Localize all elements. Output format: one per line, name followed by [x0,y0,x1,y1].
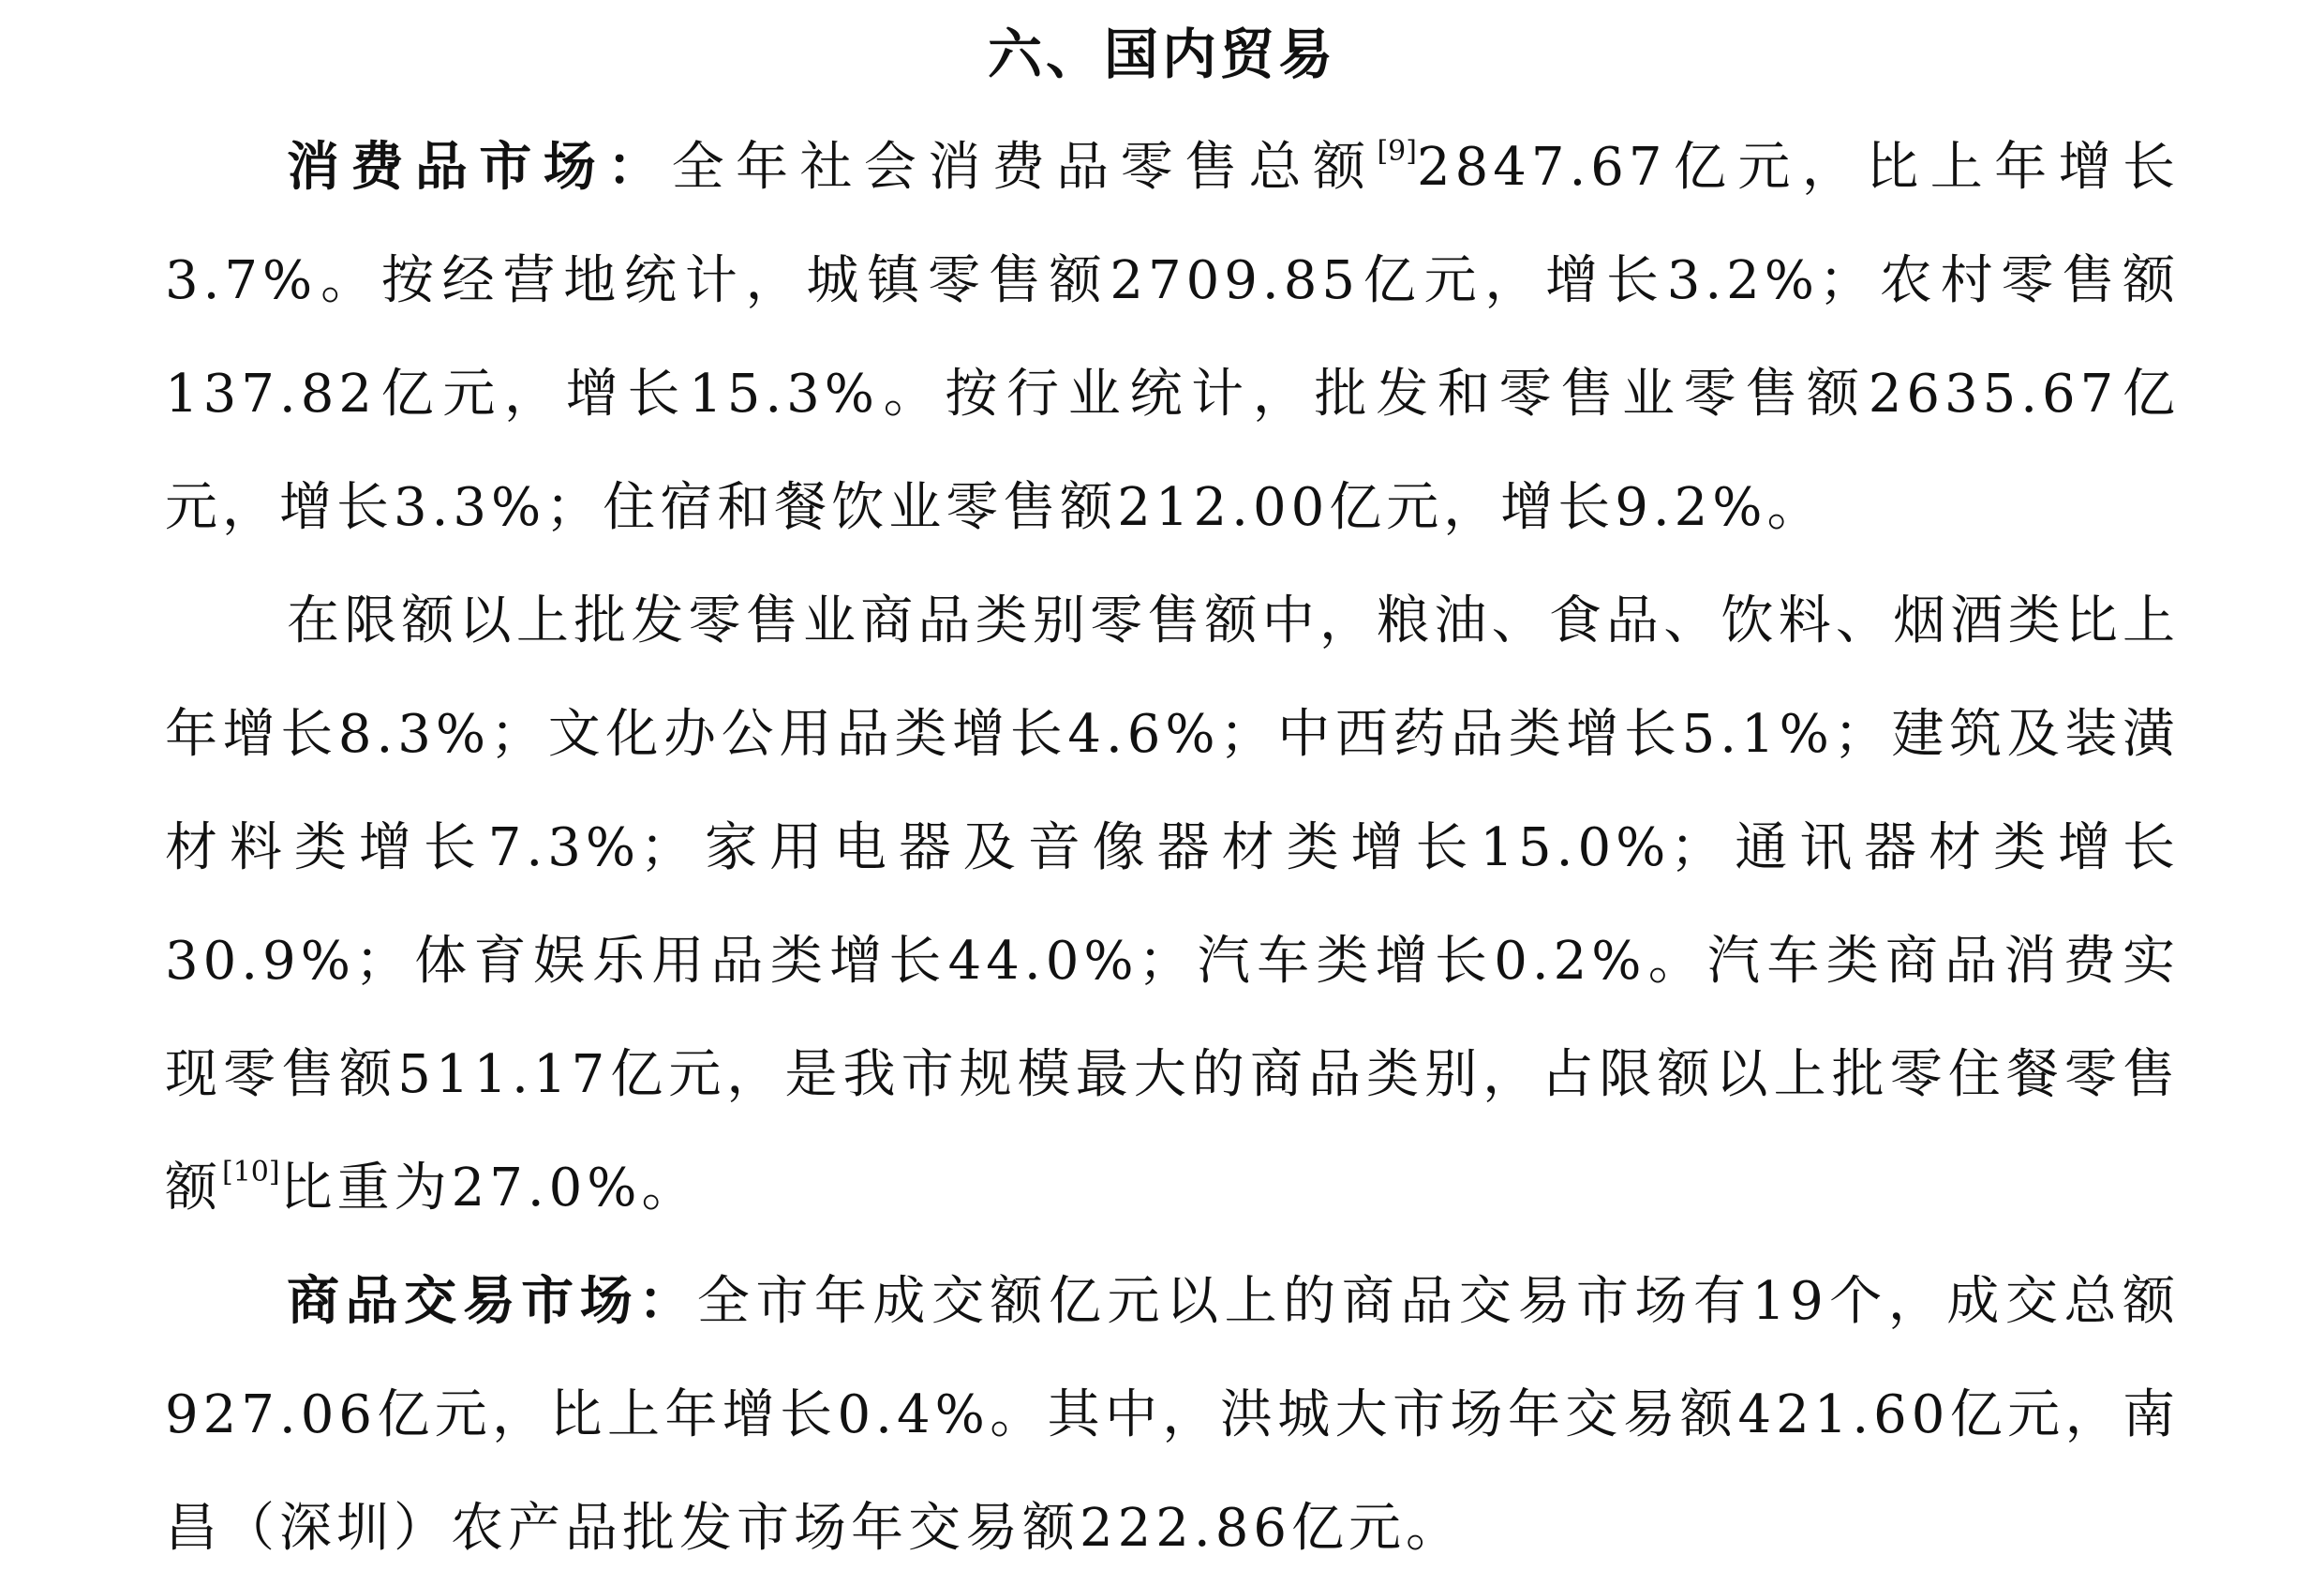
paragraph-text: 全年社会消费品零售总额 [671,137,1378,198]
paragraph-lead: 消费品市场： [287,137,672,198]
paragraph-text: 2847.67亿元，比上年增长3.7%。按经营地统计，城镇零售额2709.85亿元，增长3.2%；农村零售额137.82亿元，增长15.3%。按行业统计，批发和零售业零售额2635.67亿元，增长3.3%；住宿和餐饮业零售额212.00亿元，增长9.2%。 [165,137,2181,538]
paragraph-text: 在限额以上批发零售业商品类别零售额中，粮油、食品、饮料、烟酒类比上年增长8.3%；文化办公用品类增长4.6%；中西药品类增长5.1%；建筑及装潢材料类增长7.3%；家用电器及音像器材类增长15.0%；通讯器材类增长30.9%；体育娱乐用品类增长44.0%；汽车类增长0.2%。汽车类商品消费实现零售额511.17亿元，是我市规模最大的商品类别，占限额以上批零住餐零售额 [165,591,2180,1219]
paragraph-lead: 商品交易市场： [287,1271,697,1332]
paragraph-text: 全市年成交额亿元以上的商品交易市场有19个，成交总额927.06亿元，比上年增长0.4%。其中，洪城大市场年交易额421.60亿元，南昌（深圳）农产品批发市场年交易额222.86亿元。 [165,1271,2180,1559]
paragraph-commodity-categories [165,564,2180,1245]
section-title: 六、国内贸易 [987,22,1336,86]
paragraph-consumer-market [165,111,2180,564]
paragraph-trading-market [165,1245,2180,1585]
footnote-marker[interactable]: [10] [222,1156,280,1189]
footnote-marker[interactable]: [9] [1377,135,1417,168]
paragraph-text: 比重为27.0%。 [279,1158,699,1219]
